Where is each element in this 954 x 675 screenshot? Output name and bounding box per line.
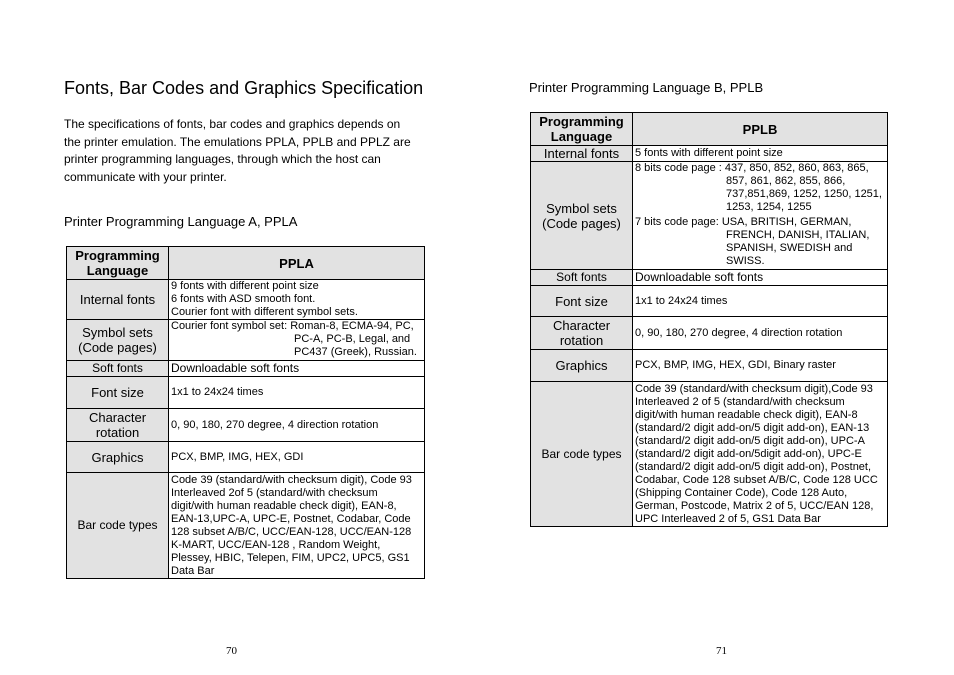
header-label-cell: Programming Language bbox=[531, 113, 633, 146]
table-row bbox=[67, 409, 425, 442]
graphics-value: PCX, BMP, IMG, HEX, GDI bbox=[169, 442, 425, 473]
label-line: rotation bbox=[95, 425, 140, 440]
value-line: Data Bar bbox=[171, 564, 215, 577]
table-row bbox=[67, 473, 425, 579]
soft-fonts-value: Downloadable soft fonts bbox=[169, 361, 425, 377]
table-row bbox=[67, 361, 425, 377]
value-line: Plessey, HBIC, Telepen, FIM, UPC2, UPC5, GS1 bbox=[171, 551, 410, 564]
value-line: Interleaved 2 of 5 (standard/with checksum bbox=[635, 395, 845, 408]
value-line: (Shipping Container Code), Code 128 Auto, bbox=[635, 486, 848, 499]
intro-line: communicate with your printer. bbox=[64, 169, 227, 184]
soft-fonts-value: Downloadable soft fonts bbox=[633, 270, 888, 286]
label-line: Character bbox=[552, 318, 611, 333]
value-line: UPC Interleaved 2 of 5, GS1 Data Bar bbox=[635, 512, 821, 525]
right-page bbox=[477, 0, 954, 675]
intro-paragraph bbox=[64, 116, 436, 186]
value-line: German, Postcode, Matrix 2 of 5, UCC/EAN 128, bbox=[635, 499, 874, 512]
soft-fonts-label: Soft fonts bbox=[531, 270, 633, 286]
value-line: SPANISH, SWEDISH and bbox=[726, 242, 853, 254]
intro-line: The specifications of fonts, bar codes and graphics depends on bbox=[64, 117, 401, 131]
pplb-subheading: Printer Programming Language B, PPLB bbox=[529, 80, 764, 95]
table-row bbox=[531, 146, 888, 162]
label-line: (Code pages) bbox=[78, 340, 157, 355]
header-label-cell: Programming Language bbox=[67, 247, 169, 280]
table-row bbox=[531, 350, 888, 382]
value-line: digit/with human readable check digit), EAN-8, bbox=[171, 499, 397, 512]
table-row bbox=[531, 270, 888, 286]
table-row bbox=[67, 320, 425, 361]
table-row bbox=[531, 317, 888, 350]
value-line: PC437 (Greek), Russian. bbox=[294, 346, 417, 358]
internal-fonts-value: 5 fonts with different point size bbox=[633, 146, 888, 162]
value-line: digit/with human readable check digit), EAN-8 bbox=[635, 408, 858, 421]
page-number: 71 bbox=[716, 645, 727, 657]
char-rotation-label bbox=[67, 409, 169, 442]
graphics-label: Graphics bbox=[67, 442, 169, 473]
pplb-spec-table bbox=[530, 112, 888, 527]
table-row bbox=[531, 113, 888, 146]
label-line: Symbol sets bbox=[82, 325, 153, 340]
internal-fonts-value bbox=[169, 280, 425, 320]
font-size-label: Font size bbox=[531, 286, 633, 317]
header-value-cell: PPLB bbox=[633, 113, 888, 146]
header-value-cell: PPLA bbox=[169, 247, 425, 280]
value-line: Courier font symbol set: Roman-8, ECMA-94, PC, bbox=[171, 320, 414, 332]
char-rotation-value: 0, 90, 180, 270 degree, 4 direction rotation bbox=[169, 409, 425, 442]
table-row bbox=[67, 442, 425, 473]
internal-fonts-label: Internal fonts bbox=[67, 280, 169, 320]
value-line: Code 39 (standard/with checksum digit),Code 93 bbox=[635, 382, 873, 395]
graphics-value: PCX, BMP, IMG, HEX, GDI, Binary raster bbox=[633, 350, 888, 382]
value-line: 1253, 1254, 1255 bbox=[726, 201, 812, 213]
value-line: (standard/2 digit add-on/5digit add-on), UPC-E bbox=[635, 447, 862, 460]
symbol-sets-value bbox=[169, 320, 425, 361]
font-size-value: 1x1 to 24x24 times bbox=[633, 286, 888, 317]
intro-line: the printer emulation. The emulations PPLA, PPLB and PPLZ are bbox=[64, 134, 411, 149]
ppla-subheading: Printer Programming Language A, PPLA bbox=[64, 214, 298, 229]
value-line: 737,851,869, 1252, 1250, 1251, bbox=[726, 188, 882, 200]
table-row bbox=[531, 162, 888, 270]
value-line: PC-A, PC-B, Legal, and bbox=[294, 333, 411, 345]
symbol-sets-value bbox=[633, 162, 888, 270]
internal-fonts-label: Internal fonts bbox=[531, 146, 633, 162]
label-line: Character bbox=[88, 410, 147, 425]
char-rotation-value: 0, 90, 180, 270 degree, 4 direction rotation bbox=[633, 317, 888, 350]
value-line: SWISS. bbox=[726, 255, 765, 267]
value-line: 857, 861, 862, 855, 866, bbox=[726, 175, 846, 187]
barcode-value bbox=[169, 473, 425, 579]
label-line: rotation bbox=[559, 333, 604, 348]
value-line: Code 39 (standard/with checksum digit), Code 93 bbox=[171, 473, 412, 486]
font-size-label: Font size bbox=[67, 377, 169, 409]
table-row bbox=[67, 247, 425, 280]
value-line: Codabar, Code 128 subset A/B/C, Code 128 UCC bbox=[635, 473, 878, 486]
graphics-label: Graphics bbox=[531, 350, 633, 382]
page-title: Fonts, Bar Codes and Graphics Specification bbox=[64, 78, 424, 98]
value-line: 8 bits code page : 437, 850, 852, 860, 863, 865, bbox=[635, 162, 869, 174]
value-line: (standard/2 digit add-on/5 digit add-on), Postnet, bbox=[635, 460, 872, 473]
font-size-value: 1x1 to 24x24 times bbox=[169, 377, 425, 409]
value-line: FRENCH, DANISH, ITALIAN, bbox=[726, 229, 870, 241]
value-line: 128 subset A/B/C, UCC/EAN-128, UCC/EAN-128 bbox=[171, 525, 412, 538]
value-line: EAN-13,UPC-A, UPC-E, Postnet, Codabar, Code bbox=[171, 512, 411, 525]
barcode-value bbox=[633, 382, 888, 527]
value-line: K-MART, UCC/EAN-128 , Random Weight, bbox=[171, 538, 381, 551]
value-line: Courier font with different symbol sets. bbox=[171, 306, 358, 318]
label-line: (Code pages) bbox=[542, 215, 621, 231]
value-line: (standard/2 digit add-on/5 digit add-on), EAN-13 bbox=[635, 421, 870, 434]
barcode-label: Bar code types bbox=[531, 382, 633, 527]
barcode-label: Bar code types bbox=[67, 473, 169, 579]
soft-fonts-label: Soft fonts bbox=[67, 361, 169, 377]
table-row bbox=[531, 382, 888, 527]
intro-line: printer programming languages, through which the host can bbox=[64, 152, 381, 166]
value-line: 6 fonts with ASD smooth font. bbox=[171, 293, 316, 305]
value-line: Interleaved 2of 5 (standard/with checksum bbox=[171, 486, 378, 499]
symbol-sets-label bbox=[531, 162, 633, 270]
symbol-sets-label bbox=[67, 320, 169, 361]
label-line: Symbol sets bbox=[546, 200, 617, 216]
value-line: 7 bits code page: USA, BRITISH, GERMAN, bbox=[635, 216, 852, 228]
page-number: 70 bbox=[226, 645, 237, 657]
table-row bbox=[531, 286, 888, 317]
table-row bbox=[67, 377, 425, 409]
ppla-spec-table bbox=[66, 246, 425, 579]
table-row bbox=[67, 280, 425, 320]
value-line: 9 fonts with different point size bbox=[171, 280, 319, 292]
char-rotation-label bbox=[531, 317, 633, 350]
value-line: (standard/2 digit add-on/5 digit add-on), UPC-A bbox=[635, 434, 865, 447]
